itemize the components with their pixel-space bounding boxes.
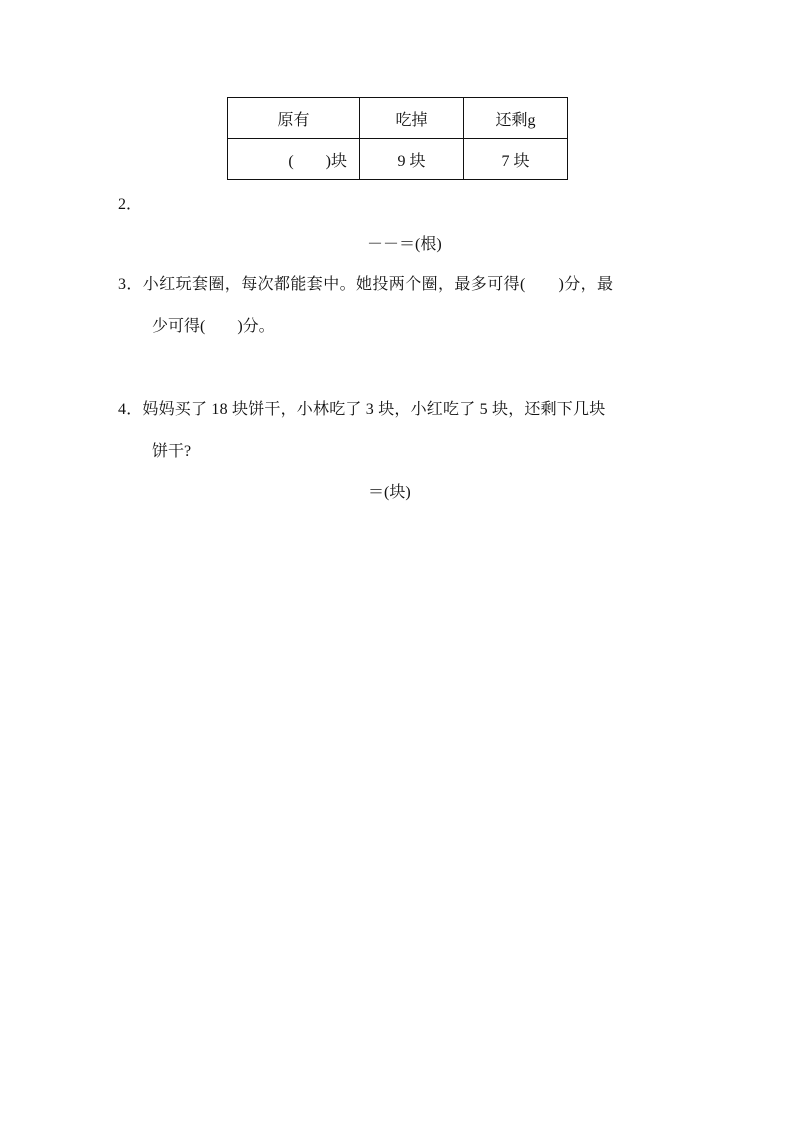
question-4-equation: ＝(块) — [368, 484, 411, 501]
header-eaten: 吃掉 — [360, 98, 464, 139]
cell-eaten: 9 块 — [360, 139, 464, 180]
question-3-line1: 3．小红玩套圈，每次都能套中。她投两个圈，最多可得( )分，最 — [118, 276, 614, 293]
data-table — [227, 97, 568, 180]
header-original: 原有 — [228, 98, 360, 139]
question-4-line1: 4．妈妈买了 18 块饼干，小林吃了 3 块，小红吃了 5 块，还剩下几块 — [118, 401, 606, 418]
question-2-number: 2． — [118, 196, 143, 213]
cell-original: ( )块 — [228, 139, 360, 180]
question-3-line2: 少可得( )分。 — [152, 318, 275, 335]
table-row — [228, 139, 568, 180]
header-remaining: 还剩g — [464, 98, 568, 139]
cell-remaining: 7 块 — [464, 139, 568, 180]
question-2-equation: －－＝(根) — [367, 236, 442, 253]
question-4-line2: 饼干? — [152, 443, 192, 460]
table-header-row — [228, 98, 568, 139]
